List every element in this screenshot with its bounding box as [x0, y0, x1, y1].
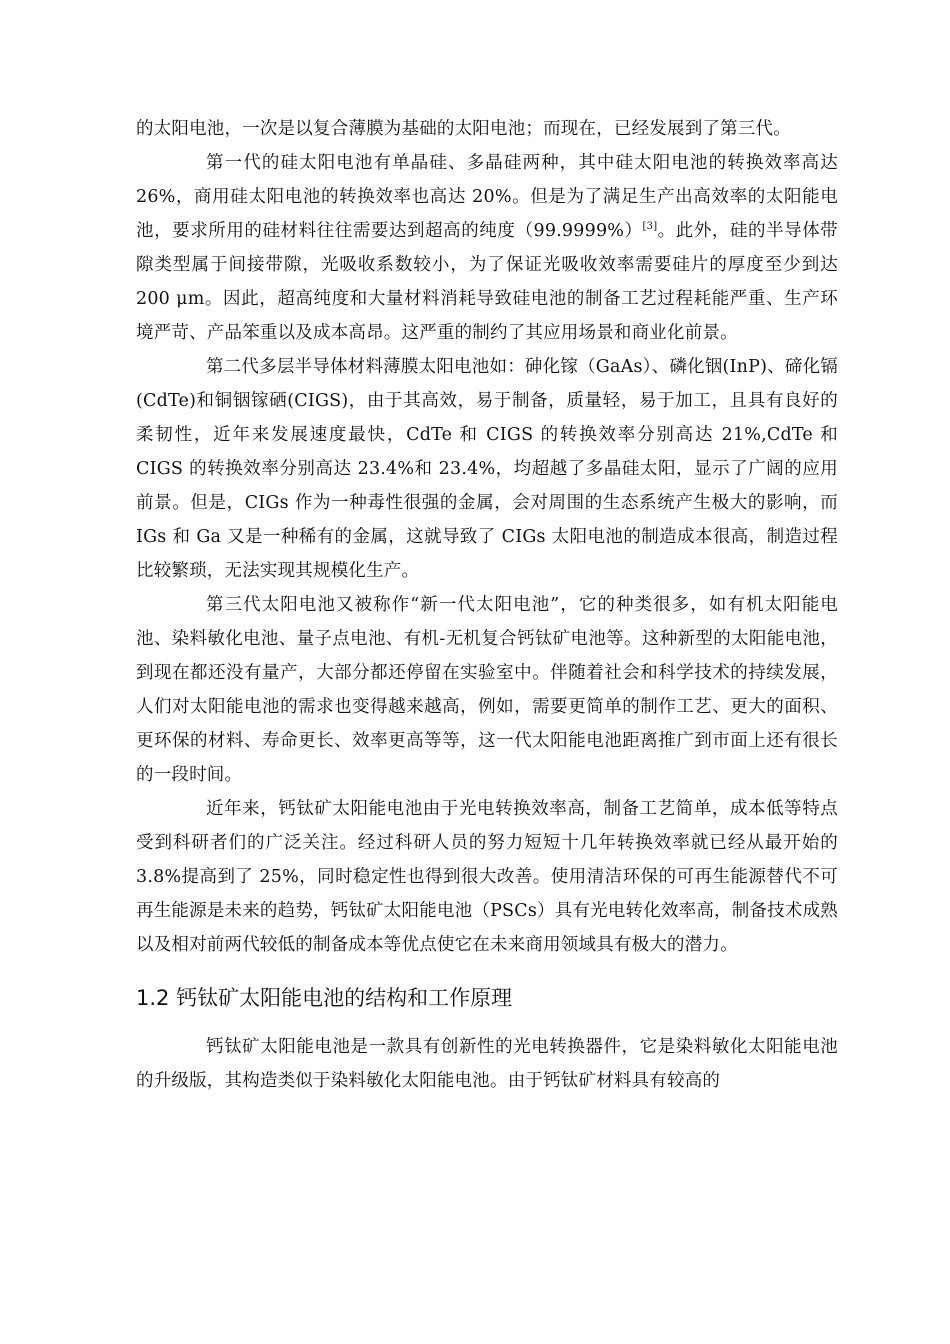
paragraph-third-generation: 第三代太阳电池又被称作“新一代太阳电池”，它的种类很多，如有机太阳能电池、染料敏化电池、量子点电池、有机-无机复合钙钛矿电池等。这种新型的太阳能电池，到现在都还没有量产，大部分都还停留在实验室中。伴随着社会和科学技术的持续发展，人们对太阳能电池的需求也变得越来越高，例如，需要更简单的制作工艺、更大的面积、更环保的材料、寿命更长、效率更高等等，这一代太阳能电池距离推广到市面上还有很长的一段时间。	[136, 595, 838, 785]
paragraph-continuation: 的太阳电池，一次是以复合薄膜为基础的太阳电池；而现在，已经发展到了第三代。	[136, 119, 791, 139]
paragraph-text: 。此外，硅的半导体带隙类型属于间接带隙，光吸收系数较小，为了保证光吸收效率需要硅片的厚度至少到达 200 μm。因此，超高纯度和大量材料消耗导致硅电池的制备工艺过程耗能严重、生产环境严苛、产品笨重以及成本高昂。这严重的制约了其应用场景和商业化前景。	[136, 221, 838, 343]
paragraph-second-generation: 第二代多层半导体材料薄膜太阳电池如：砷化镓（GaAs）、磷化铟(InP)、碲化镉(CdTe)和铜铟镓硒(CIGS)，由于其高效，易于制备，质量轻，易于加工，且具有良好的柔韧性，近年来发展速度最快，CdTe 和 CIGS 的转换效率分别高达 21%,CdTe 和 CIGS 的转换效率分别高达 23.4%和 23.4%，均超越了多晶硅太阳，显示了广阔的应用前景。但是，CIGs 作为一种毒性很强的金属，会对周围的生态系统产生极大的影响，而 IGs 和 Ga 又是一种稀有的金属，这就导致了 CIGs 太阳电池的制造成本很高，制造过程比较繁琐，无法实现其规模化生产。	[136, 357, 838, 581]
paragraph-perovskite-intro: 近年来，钙钛矿太阳能电池由于光电转换效率高，制备工艺简单，成本低等特点受到科研者们的广泛关注。经过科研人员的努力短短十几年转换效率就已经从最开始的 3.8%提高到了 25%，同时稳定性也得到很大改善。使用清洁环保的可再生能源替代不可再生能源是未来的趋势，钙钛矿太阳能电池（PSCs）具有光电转化效率高，制备技术成熟以及相对前两代较低的制备成本等优点使它在未来商用领域具有极大的潜力。	[136, 799, 838, 955]
paragraph-first-generation	[136, 146, 838, 350]
paragraph-perovskite-structure: 钙钛矿太阳能电池是一款具有创新性的光电转换器件，它是染料敏化太阳能电池的升级版，其构造类似于染料敏化太阳能电池。由于钙钛矿材料具有较高的	[136, 1037, 838, 1091]
paragraph-text: 第一代的硅太阳电池有单晶硅、多晶硅两种，其中硅太阳电池的转换效率高达 26%，商用硅太阳电池的转换效率也高达 20%。但是为了满足生产出高效率的太阳能电池，要求所用的硅材料往往需要达到超高的纯度（99.9999%）	[136, 153, 838, 241]
citation-reference: [3]	[642, 221, 658, 233]
section-heading: 1.2 钙钛矿太阳能电池的结构和工作原理	[136, 986, 513, 1010]
document-page	[136, 112, 838, 1098]
